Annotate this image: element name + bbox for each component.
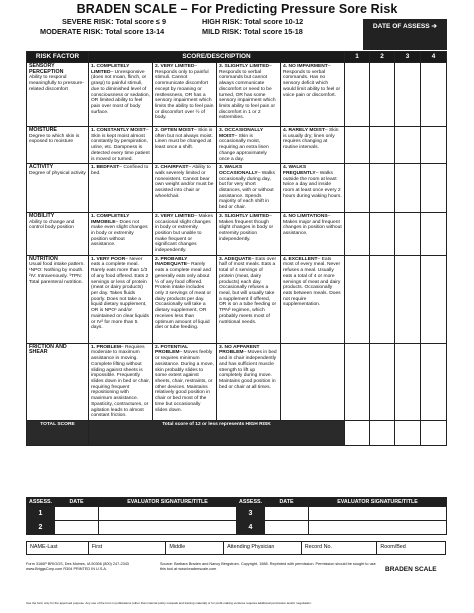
total-score-cell-3[interactable] [395, 420, 421, 445]
score-option-heading: 4. NO LIMITATIONS [283, 213, 328, 219]
score-option-cell [153, 255, 217, 343]
score-option-cell [153, 164, 217, 213]
score-option-cell [153, 212, 217, 255]
score-option-cell [89, 343, 153, 420]
attending-physician-field[interactable]: Attending Physician [224, 542, 302, 554]
evaluator-signature-3[interactable] [309, 507, 447, 521]
assess-number-3: 3 [237, 507, 265, 521]
score-option-cell [281, 212, 345, 255]
risk-factor-description: Usual food intake pattern. ¹NPO: Nothing by mouth. ²IV: Intravenously. ³TPN: Total parenteral nutrition. [29, 262, 85, 285]
score-entry-cell-2[interactable] [370, 255, 395, 343]
total-score-note: Total score of 12 or less represents HIGH RISK [89, 420, 345, 445]
score-option-heading: 2. CHAIRFAST [155, 165, 189, 171]
score-option-heading: 3. SLIGHTLY LIMITED [219, 64, 269, 69]
score-option-cell [89, 255, 153, 343]
risk-factor-cell [27, 212, 89, 255]
score-entry-cell-2[interactable] [370, 127, 395, 164]
score-option-text: – Ability to walk severely limited or nonexistent. Cannot bear own weight and/or must be assisted into chair or wheelchair. [155, 165, 214, 199]
score-entry-cell-3[interactable] [395, 127, 421, 164]
assessment-signature-table [26, 497, 447, 535]
score-entry-cell-1[interactable] [345, 343, 370, 420]
score-option-cell [217, 127, 281, 164]
score-entry-cell-1[interactable] [345, 255, 370, 343]
score-option-text: – Requires moderate to maximum assistance in moving. Complete lifting without sliding against sheets is impossible. Frequently slides down in bed or chair, requiring frequent repositioning with maximum assistance. Spasticity, contractures, or agitation leads to almost constant friction. [91, 344, 150, 419]
score-option-text: – Makes major and frequent changes in position without assistance. [283, 213, 342, 236]
score-description-header: SCORE/DESCRIPTION [89, 52, 345, 63]
score-entry-cell-3[interactable] [395, 343, 421, 420]
score-option-cell [89, 212, 153, 255]
score-option-text: – Skin is occasionally moist, requiring an extra linen change approximately once a day. [219, 133, 269, 162]
risk-factor-cell [27, 164, 89, 213]
evaluator-header: EVALUATOR SIGNATURE/TITLE [99, 498, 237, 507]
score-option-cell [217, 63, 281, 127]
score-option-heading: 4. WALKS FREQUENTLY [283, 165, 316, 176]
evaluator-signature-1[interactable] [99, 507, 237, 521]
assess-number-4: 4 [237, 521, 265, 535]
risk-factor-row [27, 212, 447, 255]
score-entry-cell-2[interactable] [370, 343, 395, 420]
risk-factor-description: Degree of physical activity [29, 170, 86, 176]
assess-date-3[interactable] [265, 507, 309, 521]
score-entry-cell-1[interactable] [345, 212, 370, 255]
score-entry-cell-3[interactable] [395, 255, 421, 343]
col-3-header: 3 [395, 52, 421, 63]
score-option-heading: 2. POTENTIAL PROBLEM [155, 344, 189, 356]
score-option-heading: 2. OFTEN MOIST [155, 128, 194, 133]
col-4-header: 4 [421, 52, 447, 63]
score-option-cell [281, 255, 345, 343]
risk-factor-cell [27, 255, 89, 343]
score-entry-cell-1[interactable] [345, 63, 370, 127]
score-entry-cell-2[interactable] [370, 164, 395, 213]
score-entry-cell-3[interactable] [395, 212, 421, 255]
assess-date-4[interactable] [265, 521, 309, 535]
score-entry-cell-4[interactable] [421, 164, 447, 213]
score-option-cell [217, 212, 281, 255]
score-option-heading: 3. OCCASIONALLY MOIST [219, 128, 264, 139]
footer-label: BRADEN SCALE [385, 566, 437, 573]
score-option-heading: 1. CONSTANTLY MOIST [91, 128, 146, 133]
total-score-cell-2[interactable] [370, 420, 395, 445]
score-option-text: – Moves feebly or requires minimum assistance. During a move, skin probably slides to some extent against sheets, chair, restraints, or other devices. Maintains relatively good position in chair or bed most of the time but occasionally slides down. [155, 350, 214, 413]
date-header-2: DATE [265, 498, 309, 507]
record-number-field[interactable]: Record No. [302, 542, 378, 554]
score-option-cell [153, 127, 217, 164]
mild-risk-label: MILD RISK: Total score 15-18 [202, 27, 303, 36]
score-option-heading: 1. COMPLETELY LIMITED [91, 64, 130, 75]
score-option-cell [153, 343, 217, 420]
score-option-text: – Walks occasionally during day, but for very short distances, with or without assistance. Spends majority of each shift in bed or chair. [219, 170, 275, 211]
score-option-cell [281, 127, 345, 164]
score-option-text: – Unresponsive (does not moan, flinch, or grasp) to painful stimuli, due to diminished level of consciousness or sedation, OR limited ability to feel pain over most of body surface. [91, 69, 150, 115]
risk-factor-row [27, 343, 447, 420]
risk-factor-cell [27, 63, 89, 127]
score-option-heading: 4. RARELY MOIST [283, 128, 325, 133]
score-option-text: – Does not make even slight changes in body or extremity position without assistance. [91, 219, 148, 248]
risk-factor-name: MOISTURE [29, 127, 57, 133]
risk-factor-description: Ability to respond meaningfully to pressure-related discomfort [29, 75, 84, 92]
risk-factor-name: ACTIVITY [29, 164, 54, 171]
score-entry-cell-4[interactable] [421, 127, 447, 164]
score-entry-cell-3[interactable] [395, 63, 421, 127]
score-option-heading: 1. VERY POOR [91, 256, 126, 262]
total-score-cell-4[interactable] [421, 420, 447, 445]
score-option-text: – Responds to verbal commands. Has no sensory deficit which would limit ability to feel or voice pain or discomfort. [283, 64, 341, 98]
score-option-text: – Confined to bed. [91, 165, 149, 176]
form-info: Form 3166P BRIGGS, Des Moines, IA 50306 (800) 247-2343 www.BriggsCorp.com R304 PRINTED IN U.S.A. [26, 562, 129, 571]
risk-factor-description: Degree to which skin is exposed to moisture [29, 133, 80, 145]
score-option-cell [217, 255, 281, 343]
risk-factor-name: FRICTION AND SHEAR [29, 343, 67, 356]
score-entry-cell-4[interactable] [421, 212, 447, 255]
score-entry-cell-2[interactable] [370, 63, 395, 127]
score-option-cell [281, 164, 345, 213]
col-1-header: 1 [345, 52, 370, 63]
score-option-cell [217, 343, 281, 420]
braden-scale-table [26, 51, 447, 446]
score-option-heading: 3. WALKS OCCASIONALLY [219, 165, 258, 176]
score-entry-cell-4[interactable] [421, 255, 447, 343]
risk-factor-name: NUTRITION [29, 255, 58, 262]
total-score-label: TOTAL SCORE [27, 420, 89, 445]
score-entry-cell-1[interactable] [345, 164, 370, 213]
score-entry-cell-3[interactable] [395, 164, 421, 213]
score-option-text: – Skin is kept moist almost constantly by perspiration, urine, etc. Dampness is detected every time patient is moved or turned. [91, 128, 150, 162]
score-option-text: – Skin is usually dry; linen only requires changing at routine intervals. [283, 128, 339, 151]
middle-name-field[interactable]: Middle [166, 542, 224, 554]
date-of-assess-header: DATE OF ASSESS ➔ [363, 19, 447, 50]
risk-factor-row [27, 127, 447, 164]
score-option-heading: 2. VERY LIMITED [155, 64, 195, 69]
score-option-text: – Skin is often but not always moist. Linen must be changed at least once a shift. [155, 128, 213, 151]
score-option-text: – Responds only to painful stimuli. Cannot communicate discomfort except by moaning or restlessness, OR has a sensory impairment which limits the ability to feel pain or discomfort over ½ of body. [155, 64, 214, 121]
score-option-heading: 1. PROBLEM [91, 344, 121, 350]
score-entry-cell-4[interactable] [421, 63, 447, 127]
source-citation: Source: Barbara Braden and Nancy Bergstrom. Copyright, 1988. Reprinted with permission. Permission should be sought to use this tool at www.bradenscale.com [160, 562, 376, 571]
assess-number-1: 1 [27, 507, 55, 521]
score-entry-cell-2[interactable] [370, 212, 395, 255]
assess-number-2: 2 [27, 521, 55, 535]
score-option-text: – Responds to verbal commands but cannot always communicate discomfort or need to be turned, OR has some sensory impairment which limits ability to feel pain or discomfort in 1 or 2 extremities. [219, 64, 276, 121]
score-option-heading: 2. VERY LIMITED [155, 213, 195, 219]
score-option-text: – Eats over half of most meals. Eats a total of 4 servings of protein (meat, dairy products) each day. Occasionally refuses a meal, but will usually take a supplement if offered, OR is on a tube feeding or TPN³ regimen, which probably meets most of nutritional needs. [219, 256, 277, 325]
fine-print: Use the form only for the approved purpose. Any use of the form in publications (other than internal policy manuals and training material) or for profit-making ventures requires additional permission and/or negotiation. [26, 601, 312, 605]
date-header: DATE [55, 498, 99, 507]
high-risk-label: HIGH RISK: Total score 10-12 [202, 17, 304, 26]
score-option-text: – Makes occasional slight changes in body or extremity position but unable to make frequent or significant changes independently. [155, 213, 213, 254]
assess-header: ASSESS. [27, 498, 55, 507]
evaluator-signature-2[interactable] [99, 521, 237, 535]
risk-factor-row [27, 164, 447, 213]
score-option-cell [153, 63, 217, 127]
score-option-heading: 2. PROBABLY INADEQUATE [155, 256, 188, 268]
score-option-heading: 3. NO APPARENT PROBLEM [219, 344, 260, 356]
assess-date-1[interactable] [55, 507, 99, 521]
score-option-heading: 1. COMPLETELY IMMOBILE [91, 213, 130, 225]
room-bed-field[interactable]: Room/Bed [380, 544, 406, 550]
score-option-text: – Never eats a complete meal. Rarely eats more than 1/3 of any food offered. Eats 2 servings or less of protein (meat or dairy products) per day. Takes fluids poorly. Does not take a liquid dietary supplement, OR is NPO¹ and/or maintained on clear liquids or IV² for more than 5 days. [91, 256, 149, 331]
score-option-text: – Makes frequent though slight changes in body or extremity position independently. [219, 213, 274, 242]
score-option-cell [89, 127, 153, 164]
score-option-heading: 3. ADEQUATE [219, 256, 252, 262]
score-option-cell [281, 63, 345, 127]
risk-factor-name: MOBILITY [29, 212, 55, 219]
page-title: BRADEN SCALE – For Predicting Pressure Sore Risk [76, 2, 398, 16]
risk-factor-header: RISK FACTOR [27, 52, 89, 63]
score-option-heading: 1. BEDFAST [91, 165, 120, 171]
name-last-field[interactable]: NAME-Last [27, 542, 89, 554]
score-option-text: – Walks outside the room at least twice a day and inside room at least once every 2 hours during waking hours. [283, 170, 342, 199]
assess-date-2[interactable] [55, 521, 99, 535]
evaluator-signature-4[interactable] [309, 521, 447, 535]
assess-header-2: ASSESS. [237, 498, 265, 507]
score-entry-cell-4[interactable] [421, 343, 447, 420]
score-option-heading: 4. NO IMPAIRMENT [283, 64, 328, 69]
risk-factor-row [27, 63, 447, 127]
risk-factor-cell [27, 127, 89, 164]
score-option-cell [217, 164, 281, 213]
evaluator-header-2: EVALUATOR SIGNATURE/TITLE [309, 498, 447, 507]
patient-name-bar [26, 541, 446, 555]
first-name-field[interactable]: First [89, 542, 167, 554]
risk-levels [40, 17, 360, 37]
risk-factor-description: Ability to change and control body position [29, 219, 75, 231]
severe-risk-label: SEVERE RISK: Total score ≤ 9 [62, 17, 167, 26]
score-option-heading: 3. SLIGHTLY LIMITED [219, 213, 269, 219]
score-option-cell [89, 164, 153, 213]
risk-factor-name: SENSORY PERCEPTION [29, 63, 64, 75]
moderate-risk-label: MODERATE RISK: Total score 13-14 [40, 27, 165, 36]
score-option-cell [281, 343, 345, 420]
score-option-text: – Eats most of every meal. Never refuses a meal. Usually eats a total of 4 or more servings of meat and dairy products. Occasionally eats between meals. Does not require supplementation. [283, 256, 341, 308]
score-entry-cell-1[interactable] [345, 127, 370, 164]
score-option-cell [89, 63, 153, 127]
risk-factor-row [27, 255, 447, 343]
score-option-text: – Rarely eats a complete meal and generally eats only about ½ of any food offered. Protein intake includes only 3 servings of meat or dairy products per day. Occasionally will take a dietary supplement, OR receives less than optimum amount of liquid diet or tube feeding. [155, 262, 212, 331]
total-score-cell-1[interactable] [345, 420, 370, 445]
score-option-heading: 4. EXCELLENT [283, 256, 318, 262]
score-option-text: – Moves in bed and in chair independently and has sufficient muscle strength to lift up completely during move. Maintains good position in bed or chair at all times. [219, 350, 277, 390]
col-2-header: 2 [370, 52, 395, 63]
risk-factor-cell [27, 343, 89, 420]
